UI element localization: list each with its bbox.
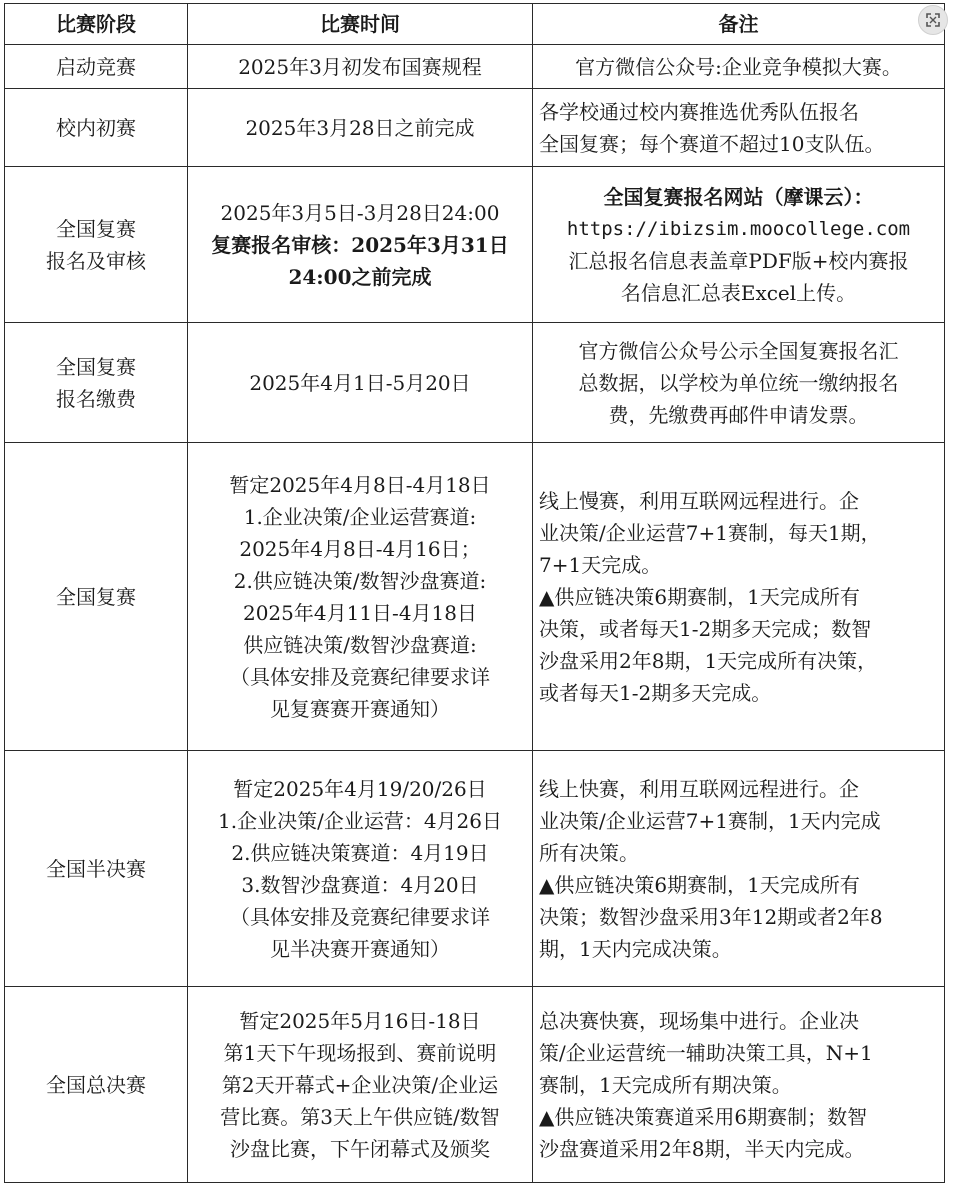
table-row: [5, 751, 945, 987]
note-cell: 线上慢赛，利用互联网远程进行。企 业决策/企业运营7+1赛制，每天1期， 7+1天完成。 ▲供应链决策6期赛制，1天完成所有 决策，或者每天1-2期多天完成；数智 沙盘采用2年8期，1天完成所有决策， 或者每天1-2期多天完成。: [533, 443, 945, 751]
time-cell: 2025年3月28日之前完成: [188, 89, 533, 167]
stage-cell: 启动竞赛: [5, 45, 188, 89]
note-cell: 总决赛快赛，现场集中进行。企业决 策/企业运营统一辅助决策工具，N+1 赛制，1天完成所有期决策。 ▲供应链决策赛道采用6期赛制；数智 沙盘赛道采用2年8期，半天内完成。: [533, 987, 945, 1183]
note-cell: 各学校通过校内赛推选优秀队伍报名 全国复赛；每个赛道不超过10支队伍。: [533, 89, 945, 167]
competition-schedule-table: [4, 3, 945, 1183]
stage-cell: 全国总决赛: [5, 987, 188, 1183]
time-cell: 暂定2025年5月16日-18日 第1天下午现场报到、赛前说明 第2天开幕式+企业决策/企业运 营比赛。第3天上午供应链/数智 沙盘比赛，下午闭幕式及颁奖: [188, 987, 533, 1183]
registration-url: https://ibizsim.moocollege.com: [566, 217, 911, 240]
note-cell: 线上快赛，利用互联网远程进行。企 业决策/企业运营7+1赛制，1天内完成 所有决策。 ▲供应链决策6期赛制，1天完成所有 决策；数智沙盘采用3年12期或者2年8 期，1天内完成决策。: [533, 751, 945, 987]
stage-cell: 全国复赛: [5, 443, 188, 751]
header-row: [5, 4, 945, 45]
note-cell: 官方微信公众号公示全国复赛报名汇 总数据，以学校为单位统一缴纳报名 费，先缴费再邮件申请发票。: [533, 323, 945, 443]
header-notes: 备注: [533, 4, 945, 45]
header-stage: 比赛阶段: [5, 4, 188, 45]
table-row: [5, 167, 945, 323]
stage-cell: 全国半决赛: [5, 751, 188, 987]
expand-icon: [925, 12, 941, 28]
table-row: [5, 987, 945, 1183]
table-row: [5, 443, 945, 751]
header-time: 比赛时间: [188, 4, 533, 45]
table-row: [5, 323, 945, 443]
note-cell: 官方微信公众号:企业竞争模拟大赛。: [533, 45, 945, 89]
stage-cell: 校内初赛: [5, 89, 188, 167]
time-cell: 2025年4月1日-5月20日: [188, 323, 533, 443]
stage-cell: 全国复赛 报名缴费: [5, 323, 188, 443]
expand-image-button[interactable]: [918, 5, 948, 35]
time-cell: 2025年3月初发布国赛规程: [188, 45, 533, 89]
time-cell: 暂定2025年4月8日-4月18日 1.企业决策/企业运营赛道: 2025年4月8日-4月16日； 2.供应链决策/数智沙盘赛道: 2025年4月11日-4月18日 供应链决策/数智沙盘赛道: （具体安排及竞赛纪律要求详 见复赛赛开赛通知）: [188, 443, 533, 751]
time-cell: 2025年3月5日-3月28日24:00 复赛报名审核：2025年3月31日 24:00之前完成: [188, 167, 533, 323]
table-row: [5, 89, 945, 167]
table-row: [5, 45, 945, 89]
time-cell: 暂定2025年4月19/20/26日 1.企业决策/企业运营：4月26日 2.供应链决策赛道：4月19日 3.数智沙盘赛道：4月20日 （具体安排及竞赛纪律要求详 见半决赛开赛通知）: [188, 751, 533, 987]
note-cell: 全国复赛报名网站（摩课云）： https://ibizsim.moocollege.com 汇总报名信息表盖章PDF版+校内赛报 名信息汇总表Excel上传。: [533, 167, 945, 323]
stage-cell: 全国复赛 报名及审核: [5, 167, 188, 323]
